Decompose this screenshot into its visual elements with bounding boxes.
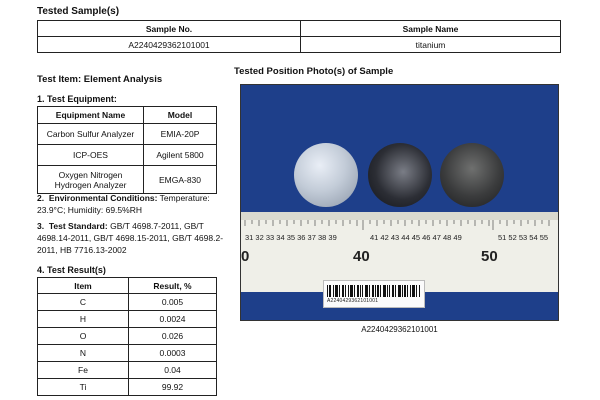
result-value-cell: 0.0024 <box>129 311 217 328</box>
equipment-name-cell: Oxygen Nitrogen Hydrogen Analyzer <box>38 166 144 194</box>
col-result: Result, % <box>129 278 217 294</box>
ruler-scale-41-49: 41 42 43 44 45 46 47 48 49 <box>370 233 462 242</box>
titanium-disc-dark <box>368 143 432 207</box>
titanium-disc-polished <box>294 143 358 207</box>
ruler-mark-40: 40 <box>353 248 370 265</box>
ruler-scale-51-55: 51 52 53 54 55 <box>498 233 549 242</box>
col-sample-name: Sample Name <box>301 21 561 37</box>
environment-text: Temperature: 23.9°C; Humidity: 69.5%RH <box>37 193 210 215</box>
photo-title: Tested Position Photo(s) of Sample <box>234 66 394 77</box>
col-item: Item <box>38 278 129 294</box>
result-value-cell: 0.04 <box>129 362 217 379</box>
environment-num: 2. <box>37 193 45 203</box>
tested-samples-title: Tested Sample(s) <box>37 6 120 17</box>
standard-num: 3. <box>37 221 45 231</box>
result-item-cell: H <box>38 311 129 328</box>
label-code: A2240429362101001 <box>327 298 379 304</box>
result-item-cell: O <box>38 328 129 345</box>
result-value-cell: 0.005 <box>129 294 217 311</box>
results-heading: 4. Test Result(s) <box>37 265 106 275</box>
col-equipment-name: Equipment Name <box>38 107 144 124</box>
result-item-cell: Fe <box>38 362 129 379</box>
equipment-name-cell: Carbon Sulfur Analyzer <box>38 124 144 145</box>
col-sample-no: Sample No. <box>38 21 301 37</box>
ruler-scale-31-39: 31 32 33 34 35 36 37 38 39 <box>245 233 337 242</box>
environment-paragraph <box>37 192 237 216</box>
sample-photo <box>240 84 559 321</box>
environment-label: Environmental Conditions: <box>48 193 158 203</box>
sample-no-cell: A2240429362101001 <box>38 37 301 53</box>
equipment-heading: 1. Test Equipment: <box>37 94 117 104</box>
ruler-mark-0: 0 <box>241 248 250 265</box>
standard-text: GB/T 4698.7-2011, GB/T 4698.14-2011, GB/T 4698.15-2011, GB/T 4698.2-2011, HB 7716.13-2002 <box>37 221 224 255</box>
sample-label-sticker <box>323 280 425 308</box>
result-value-cell: 0.0003 <box>129 345 217 362</box>
results-table <box>37 277 217 396</box>
result-value-cell: 0.026 <box>129 328 217 345</box>
equipment-name-cell: ICP-OES <box>38 145 144 166</box>
sample-name-cell: titanium <box>301 37 561 53</box>
col-model: Model <box>144 107 217 124</box>
result-item-cell: C <box>38 294 129 311</box>
equipment-model-cell: EMIA-20P <box>144 124 217 145</box>
tested-samples-table <box>37 20 561 53</box>
standard-paragraph <box>37 220 237 256</box>
titanium-disc-oxidized <box>440 143 504 207</box>
result-value-cell: 99.92 <box>129 379 217 396</box>
ruler-mark-50: 50 <box>481 248 498 265</box>
equipment-model-cell: Agilent 5800 <box>144 145 217 166</box>
ruler-edge <box>241 212 558 220</box>
equipment-table <box>37 106 217 194</box>
equipment-model-cell: EMGA-830 <box>144 166 217 194</box>
test-item-heading: Test Item: Element Analysis <box>37 74 163 85</box>
ruler-ticks <box>241 220 558 230</box>
result-item-cell: Ti <box>38 379 129 396</box>
standard-label: Test Standard: <box>48 221 108 231</box>
photo-caption: A2240429362101001 <box>361 325 438 334</box>
result-item-cell: N <box>38 345 129 362</box>
barcode-icon <box>327 285 427 297</box>
